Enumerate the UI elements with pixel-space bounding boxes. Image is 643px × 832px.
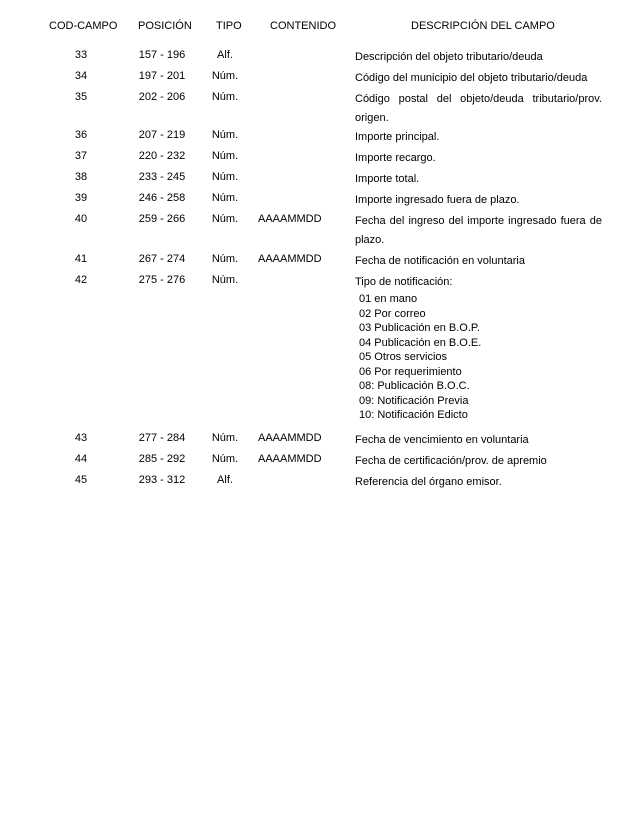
table-row (0, 191, 643, 212)
table-row (0, 128, 643, 149)
tipo-cell: Núm. (211, 129, 239, 141)
descripcion-cell: Importe total. (355, 173, 420, 185)
cod-campo-cell: 36 (74, 129, 88, 141)
descripcion-cell: Importe recargo. (355, 152, 436, 164)
table-row (0, 473, 643, 494)
cod-campo-cell: 35 (74, 91, 88, 103)
header-cod-campo: COD-CAMPO (49, 20, 118, 32)
list-item: 01 en mano (359, 293, 418, 305)
descripcion-cell: Fecha de certificación/prov. de apremio (355, 454, 547, 467)
descripcion-cell: Importe principal. (355, 131, 440, 143)
posicion-cell: 220 - 232 (138, 150, 186, 162)
descripcion-cell: Referencia del órgano emisor. (355, 475, 502, 488)
list-item: 05 Otros servicios (359, 351, 448, 363)
cod-campo-cell: 42 (74, 274, 88, 286)
tipo-cell: Núm. (211, 91, 239, 103)
cod-campo-cell: 41 (74, 253, 88, 265)
list-item: 08: Publicación B.O.C. (359, 380, 470, 392)
tipo-cell: Núm. (211, 452, 239, 465)
table-row (0, 212, 643, 252)
tipo-cell: Núm. (211, 253, 239, 265)
cod-campo-cell: 45 (74, 473, 88, 486)
descripcion-cell: Fecha de vencimiento en voluntaria (355, 433, 529, 446)
descripcion-cell: Descripción del objeto tributario/deuda (355, 51, 543, 63)
table-row (0, 170, 643, 191)
header-descripcion: DESCRIPCIÓN DEL CAMPO (411, 20, 555, 32)
posicion-cell: 267 - 274 (138, 253, 186, 265)
header-tipo: TIPO (216, 20, 242, 32)
descripcion-cell: Código del municipio del objeto tributario/deuda (355, 72, 588, 84)
table-header (0, 20, 643, 36)
cod-campo-cell: 40 (74, 213, 88, 225)
tipo-cell: Núm. (211, 192, 239, 204)
descripcion-cell: Tipo de notificación: (355, 276, 453, 288)
posicion-cell: 285 - 292 (138, 452, 186, 465)
tipo-cell: Núm. (211, 431, 239, 444)
contenido-cell: AAAAMMDD (258, 213, 322, 225)
descripcion-cell: Importe ingresado fuera de plazo. (355, 194, 520, 206)
header-contenido: CONTENIDO (270, 20, 336, 32)
tipo-cell: Núm. (211, 213, 239, 225)
descripcion-cell: Fecha del ingreso del importe ingresado fuera de plazo. (355, 215, 602, 246)
posicion-cell: 202 - 206 (138, 91, 186, 103)
tipo-cell: Núm. (211, 274, 239, 286)
table-row (0, 452, 643, 473)
table-row (0, 69, 643, 90)
list-item: 02 Por correo (359, 307, 426, 320)
posicion-cell: 207 - 219 (138, 129, 186, 141)
descripcion-cell: Código postal del objeto/deuda tributario/prov. origen. (355, 93, 602, 124)
list-item: 04 Publicación en B.O.E. (359, 336, 482, 349)
tipo-cell: Núm. (211, 150, 239, 162)
contenido-cell: AAAAMMDD (258, 253, 322, 265)
notification-type-list (359, 292, 643, 423)
tipo-cell: Alf. (217, 49, 233, 61)
table-row (0, 48, 643, 69)
posicion-cell: 233 - 245 (138, 171, 186, 183)
field-table-body (0, 48, 643, 494)
posicion-cell: 277 - 284 (138, 431, 186, 444)
cod-campo-cell: 39 (74, 192, 88, 204)
posicion-cell: 293 - 312 (138, 473, 186, 486)
table-row (0, 273, 643, 294)
posicion-cell: 275 - 276 (138, 274, 186, 286)
tipo-cell: Núm. (211, 171, 239, 183)
cod-campo-cell: 33 (74, 49, 88, 61)
cod-campo-cell: 37 (74, 150, 88, 162)
cod-campo-cell: 44 (74, 452, 88, 465)
cod-campo-cell: 34 (74, 70, 88, 82)
posicion-cell: 259 - 266 (138, 213, 186, 225)
tipo-cell: Alf. (217, 473, 233, 486)
list-item: 03 Publicación en B.O.P. (359, 322, 480, 334)
list-item: 10: Notificación Edicto (359, 409, 468, 421)
contenido-cell: AAAAMMDD (258, 431, 322, 444)
list-item: 09: Notificación Previa (359, 394, 469, 407)
table-row (0, 252, 643, 273)
contenido-cell: AAAAMMDD (258, 452, 322, 465)
cod-campo-cell: 43 (74, 431, 88, 444)
posicion-cell: 197 - 201 (138, 70, 186, 82)
list-item: 06 Por requerimiento (359, 365, 462, 378)
table-row (0, 149, 643, 170)
header-posicion: POSICIÓN (138, 20, 192, 32)
table-row (0, 431, 643, 452)
posicion-cell: 157 - 196 (138, 49, 186, 61)
cod-campo-cell: 38 (74, 171, 88, 183)
descripcion-cell: Fecha de notificación en voluntaria (355, 255, 525, 267)
table-row (0, 90, 643, 128)
tipo-cell: Núm. (211, 70, 239, 82)
posicion-cell: 246 - 258 (138, 192, 186, 204)
